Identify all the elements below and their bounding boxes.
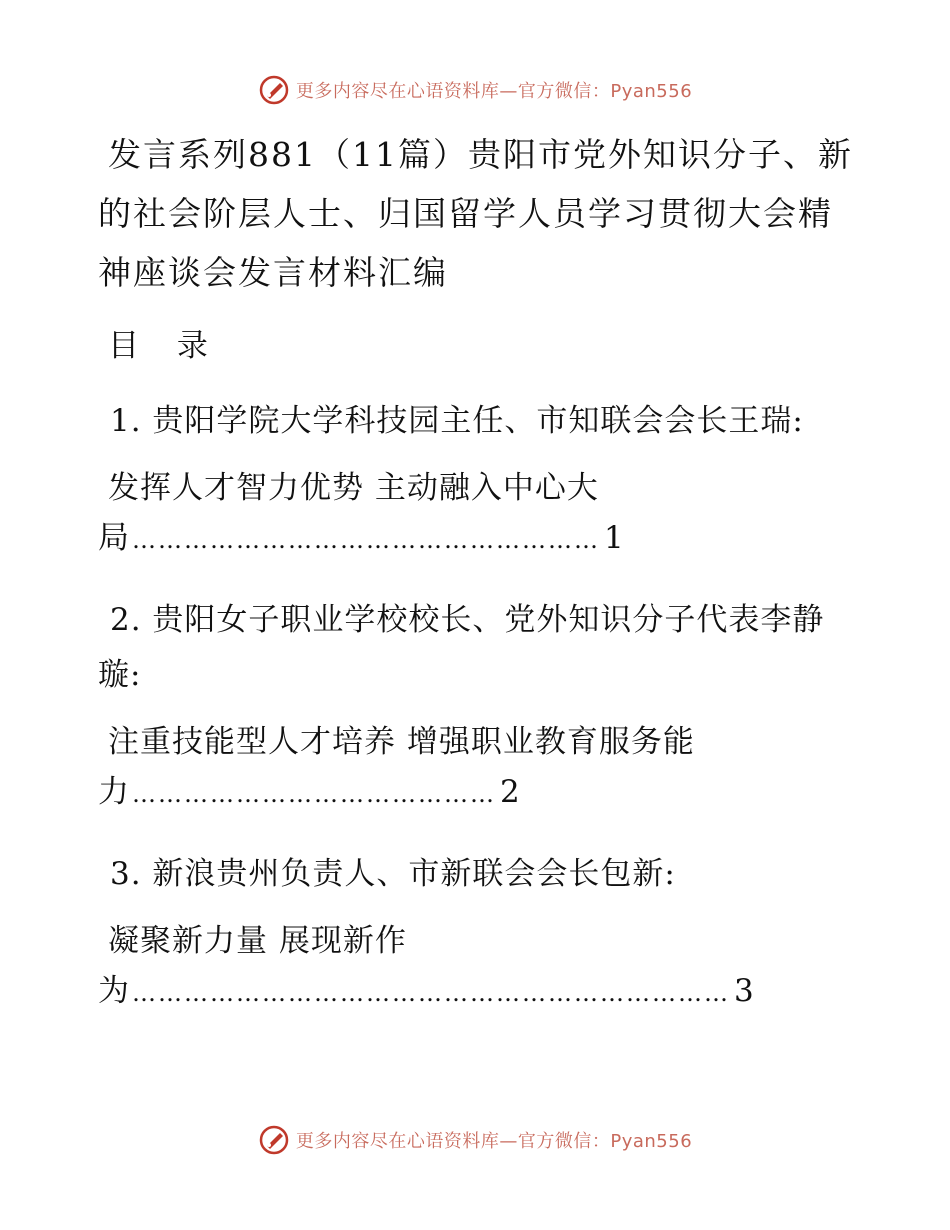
toc-entry-page-line bbox=[98, 767, 858, 819]
toc-entry-topic-tail: 力 bbox=[98, 774, 130, 810]
pen-logo-icon bbox=[258, 74, 290, 106]
toc-entry-page-line bbox=[98, 513, 858, 565]
toc-entry bbox=[98, 847, 858, 1018]
toc-entry-topic: 凝聚新力量 展现新作 bbox=[108, 923, 407, 959]
toc-leader-dots: …………………………………………………………… bbox=[132, 979, 730, 1007]
toc-leader-dots: ……………………………………………… bbox=[132, 526, 600, 554]
toc-page-number: 3 bbox=[734, 973, 755, 1009]
document-body bbox=[98, 125, 858, 1018]
toc-entry-topic: 注重技能型人才培养 增强职业教育服务能 bbox=[108, 724, 695, 760]
document-title: 发言系列881（11篇）贵阳市党外知识分子、新的社会阶层人士、归国留学人员学习贯彻大会精神座谈会发言材料汇编 bbox=[98, 135, 853, 292]
toc-entry-author: 3. 新浪贵州负责人、市新联会会长包新: bbox=[110, 856, 676, 892]
toc-page-number: 1 bbox=[604, 520, 625, 556]
toc-leader-dots: …………………………………… bbox=[132, 780, 496, 808]
watermark-text: 更多内容尽在心语资料库—官方微信：Pyan556 bbox=[295, 81, 693, 102]
toc-entry-topic-tail: 为 bbox=[98, 973, 130, 1009]
toc-page-number: 2 bbox=[500, 774, 521, 810]
toc-entry-topic-tail: 局 bbox=[98, 520, 130, 556]
toc-entry-topic: 发挥人才智力优势 主动融入中心大 bbox=[108, 470, 599, 506]
pen-logo-icon bbox=[258, 1124, 290, 1156]
toc-entry bbox=[98, 593, 858, 819]
header-watermark bbox=[0, 70, 950, 110]
footer-watermark bbox=[0, 1120, 950, 1160]
watermark-text: 更多内容尽在心语资料库—官方微信：Pyan556 bbox=[295, 1131, 693, 1152]
toc-entry-author: 1. 贵阳学院大学科技园主任、市知联会会长王瑞: bbox=[110, 403, 804, 439]
toc-heading: 目 录 bbox=[108, 328, 222, 364]
toc-entry-page-line bbox=[98, 966, 858, 1018]
toc-entry-author: 2. 贵阳女子职业学校校长、党外知识分子代表李静璇: bbox=[98, 602, 825, 693]
toc-entry bbox=[98, 394, 858, 565]
